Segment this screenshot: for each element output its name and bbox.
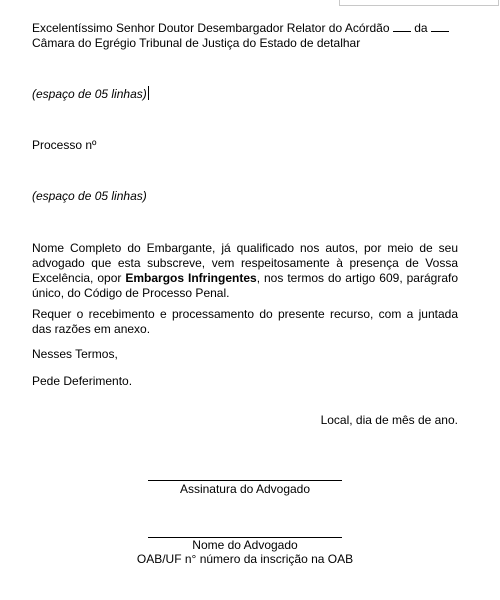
closing-line-2: Pede Deferimento. (32, 374, 133, 388)
body-paragraph-1-text-b: , nos termos do artigo 609, parágrafo único, do Código de Processo Penal. (32, 271, 459, 300)
closing-line-1: Nesses Termos, (32, 347, 118, 361)
process-number: Processo nº (32, 138, 97, 152)
space-note-2: (espaço de 05 linhas) (32, 189, 147, 203)
lawyer-oab: OAB/UF n° número da inscrição na OAB (136, 552, 354, 566)
space-note-1-text: (espaço de 05 linhas) (32, 87, 147, 101)
place-and-date: Local, dia de mês de ano. (320, 413, 458, 427)
space-note-1 (32, 86, 458, 102)
blank-number-1 (393, 20, 411, 32)
body-paragraph-1-text-a: Nome Completo do Embargante, já qualificado nos autos, por meio de seu advogado que esta subscreve, vem respeitosamente à presença de Vossa Excelência, opor (32, 241, 458, 285)
appeal-type: Embargos Infringentes (125, 271, 257, 285)
addressee-text-1: Excelentíssimo Senhor Doutor Desembargador Relator do Acórdão (32, 21, 390, 35)
lawyer-name: Nome do Advogado (192, 538, 298, 552)
blank-number-2 (431, 20, 449, 32)
body-paragraph-2: Requer o recebimento e processamento do presente recurso, com a juntada das razões em anexo. (32, 307, 458, 336)
body-paragraph-1 (32, 241, 458, 301)
addressee-block (32, 20, 458, 51)
addressee-line-1 (32, 20, 458, 36)
text-cursor (148, 86, 149, 100)
signature-label: Assinatura do Advogado (179, 482, 311, 496)
addressee-text-2: da (414, 21, 428, 35)
header-box-fragment (339, 0, 499, 6)
signature-line (148, 480, 342, 481)
addressee-line-2: Câmara do Egrégio Tribunal de Justiça do Estado de detalhar (32, 36, 361, 50)
